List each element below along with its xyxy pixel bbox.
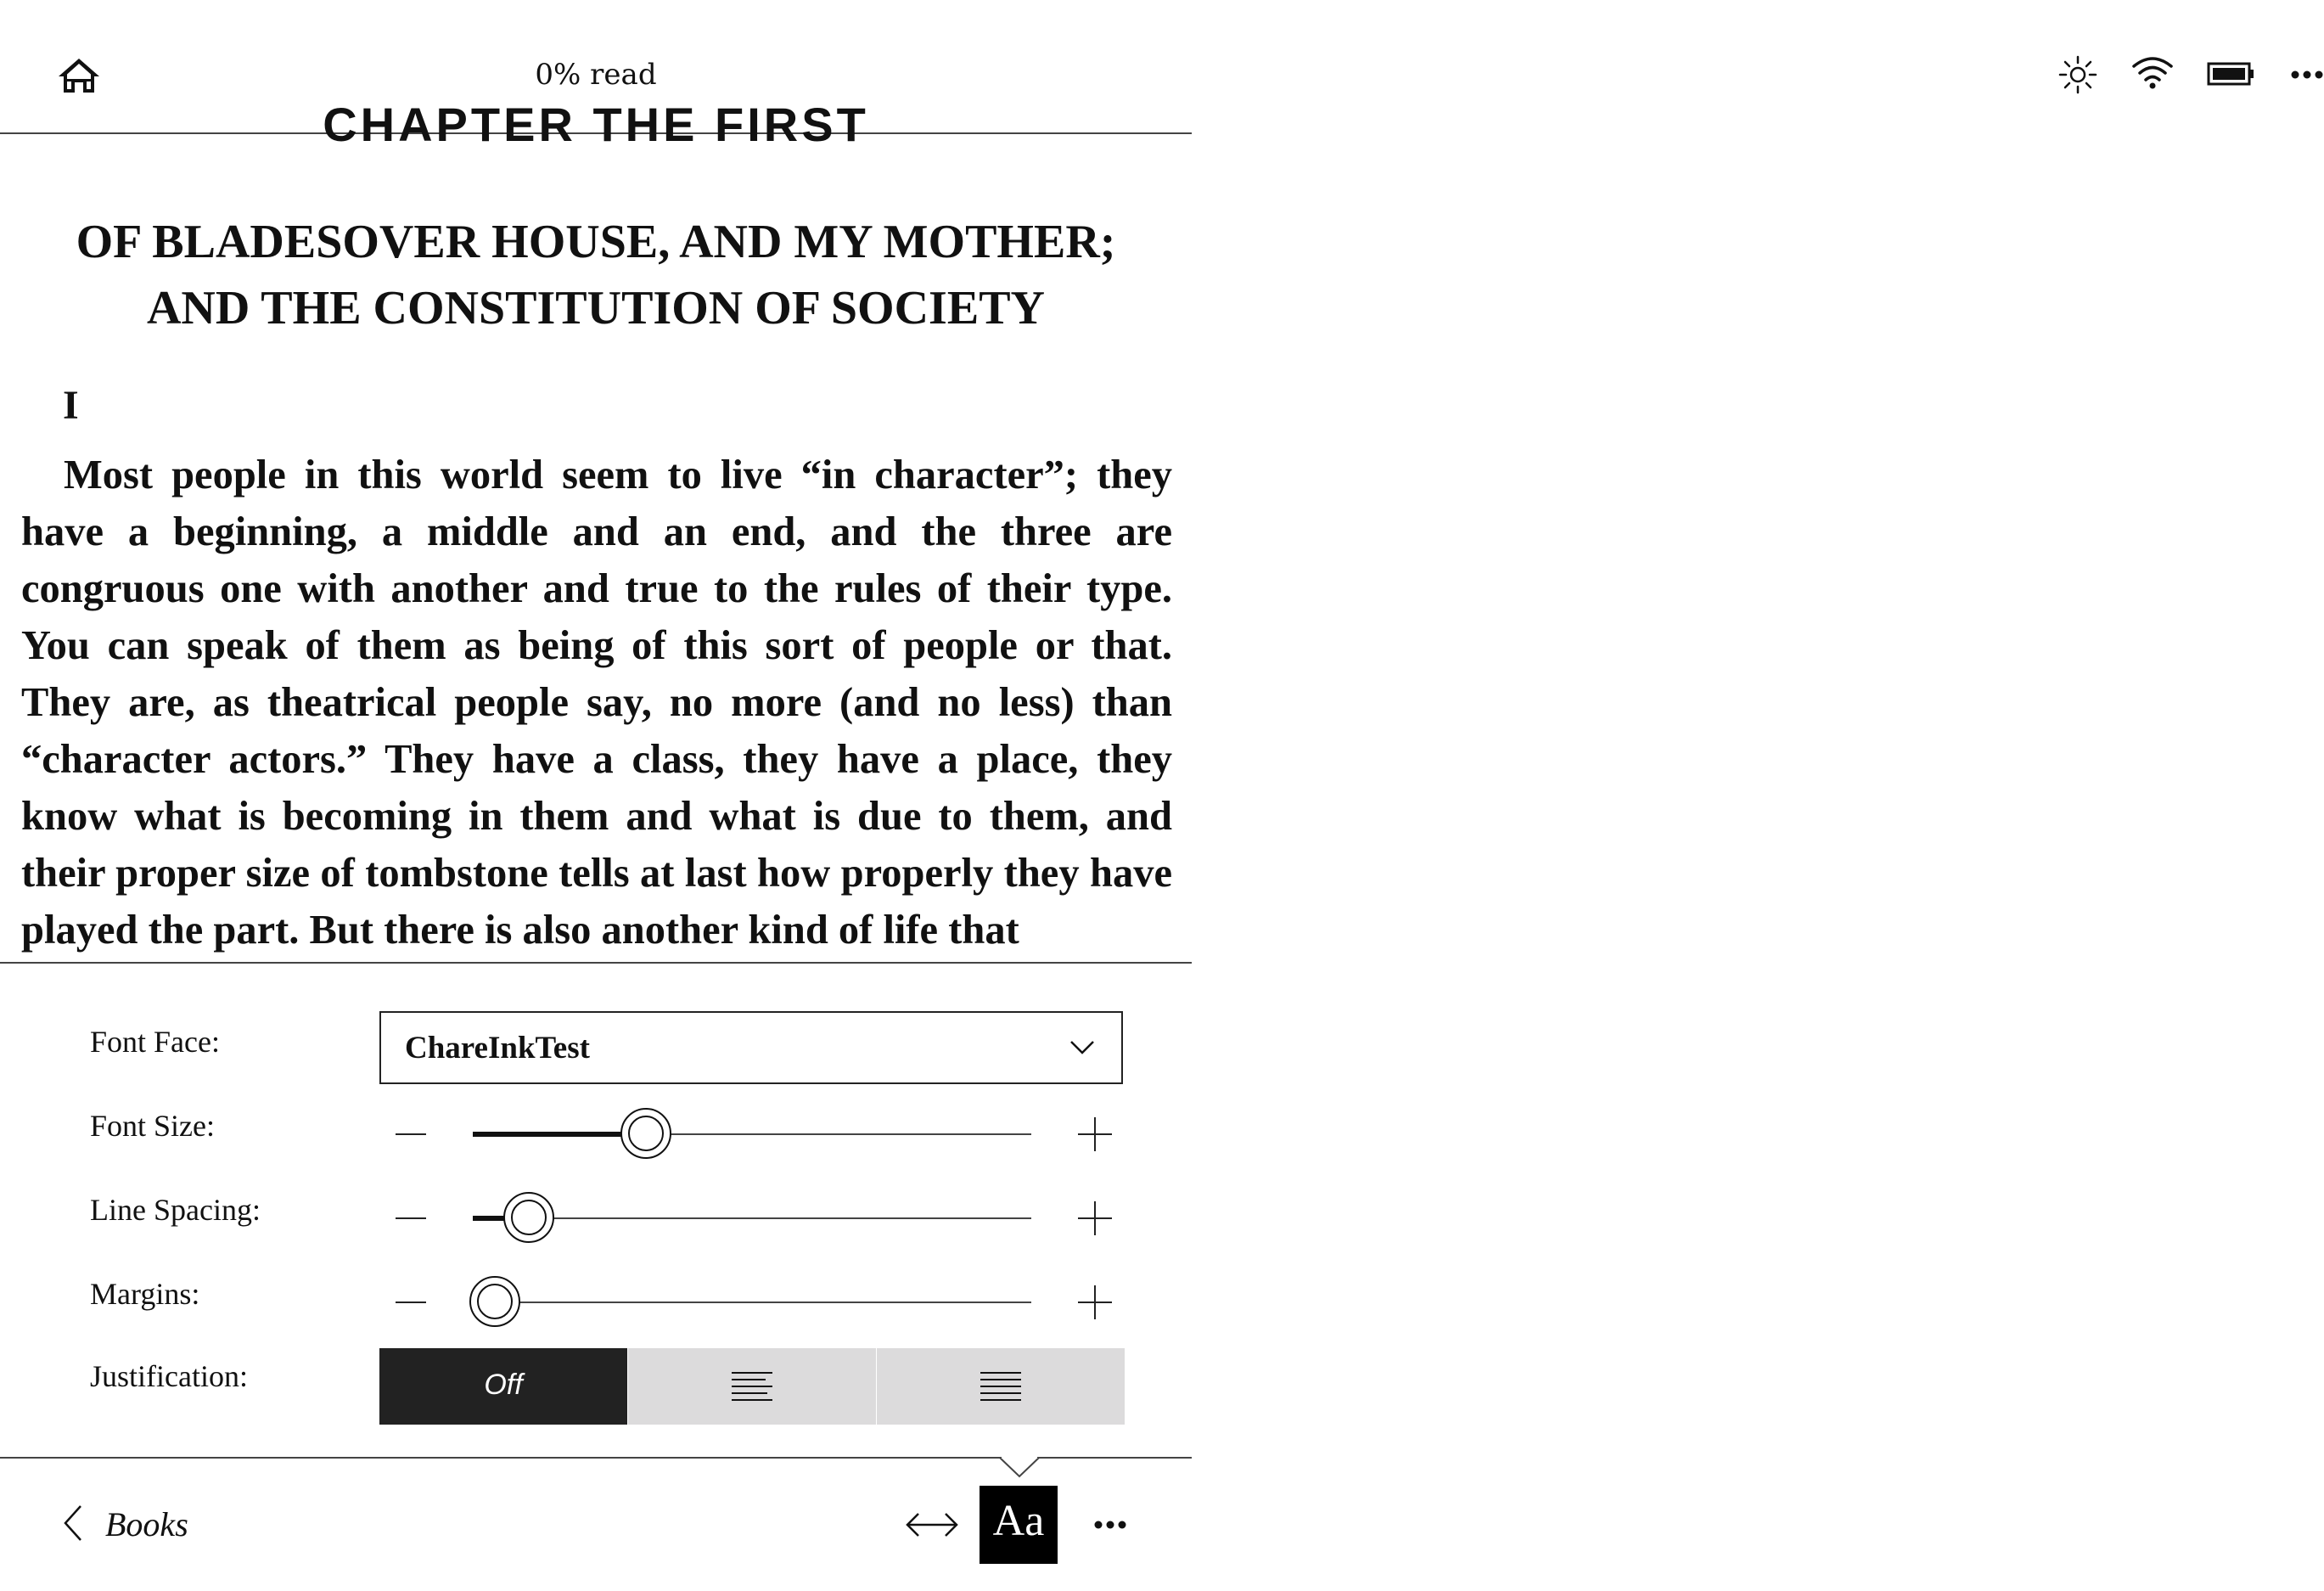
justification-left-button[interactable]	[628, 1348, 876, 1425]
font-face-value: ChareInkTest	[405, 1031, 590, 1065]
font-size-slider[interactable]	[473, 1133, 1031, 1135]
margins-slider[interactable]	[473, 1301, 1031, 1303]
line-spacing-slider-handle[interactable]	[503, 1192, 554, 1243]
justification-full-button[interactable]	[877, 1348, 1125, 1425]
back-chevron-icon[interactable]	[63, 1504, 83, 1542]
justification-off-button[interactable]	[379, 1348, 627, 1425]
chevron-down-icon	[1069, 1038, 1096, 1057]
chapter-title: CHAPTER THE FIRST	[323, 98, 869, 151]
brightness-icon[interactable]	[2057, 54, 2098, 95]
margins-slider-handle[interactable]	[469, 1276, 520, 1327]
more-options-icon[interactable]	[1093, 1520, 1127, 1530]
line-spacing-decrease-button[interactable]	[396, 1217, 426, 1219]
margins-decrease-button[interactable]	[396, 1301, 426, 1303]
page-width-icon[interactable]	[905, 1509, 959, 1540]
text-settings-button[interactable]	[980, 1486, 1058, 1564]
line-spacing-increase-button[interactable]	[1078, 1201, 1112, 1235]
section-number: I	[63, 383, 79, 428]
back-to-books-button[interactable]: Books	[105, 1505, 188, 1543]
popover-pointer-icon	[1000, 1457, 1039, 1478]
justification-off-label: Off	[484, 1369, 523, 1401]
line-spacing-label: Line Spacing:	[90, 1193, 261, 1227]
battery-icon[interactable]	[2207, 61, 2254, 87]
justification-label: Justification:	[90, 1359, 248, 1393]
margins-increase-button[interactable]	[1078, 1285, 1112, 1319]
more-icon[interactable]	[2290, 70, 2324, 80]
line-spacing-slider[interactable]	[473, 1217, 1031, 1219]
font-face-dropdown[interactable]	[379, 1011, 1123, 1084]
reading-pane[interactable]	[0, 98, 1192, 961]
bottom-toolbar	[0, 1457, 1192, 1591]
font-size-label: Font Size:	[90, 1109, 216, 1143]
left-align-icon	[730, 1370, 774, 1404]
font-face-label: Font Face:	[90, 1025, 220, 1059]
divider	[0, 962, 1192, 964]
read-progress: 0% read	[535, 58, 657, 92]
font-size-decrease-button[interactable]	[396, 1133, 426, 1135]
book-body-text: Most people in this world seem to live “in character”; they have a beginning, a middle and an end, and the three are congruous one with another and true to the rules of their type. You can speak of them as being of this sort of people or that. They are, as theatrical people say, no more (and no less) than “character actors.” They have a class, they have a place, they know what is becoming in them and what is due to them, and their proper size of tombstone tells at last how properly they have played the part. But there is also another kind of life that	[21, 453, 1172, 953]
margins-label: Margins:	[90, 1277, 200, 1311]
justify-icon	[979, 1370, 1023, 1404]
font-size-slider-handle[interactable]	[620, 1108, 671, 1159]
wifi-icon[interactable]	[2130, 54, 2175, 92]
text-settings-label: Aa	[992, 1497, 1045, 1545]
justification-segmented-control	[379, 1348, 1125, 1425]
chapter-subtitle: OF BLADESOVER HOUSE, AND MY MOTHER; AND THE CONSTITUTION OF SOCIETY	[76, 216, 1116, 335]
font-size-increase-button[interactable]	[1078, 1117, 1112, 1151]
